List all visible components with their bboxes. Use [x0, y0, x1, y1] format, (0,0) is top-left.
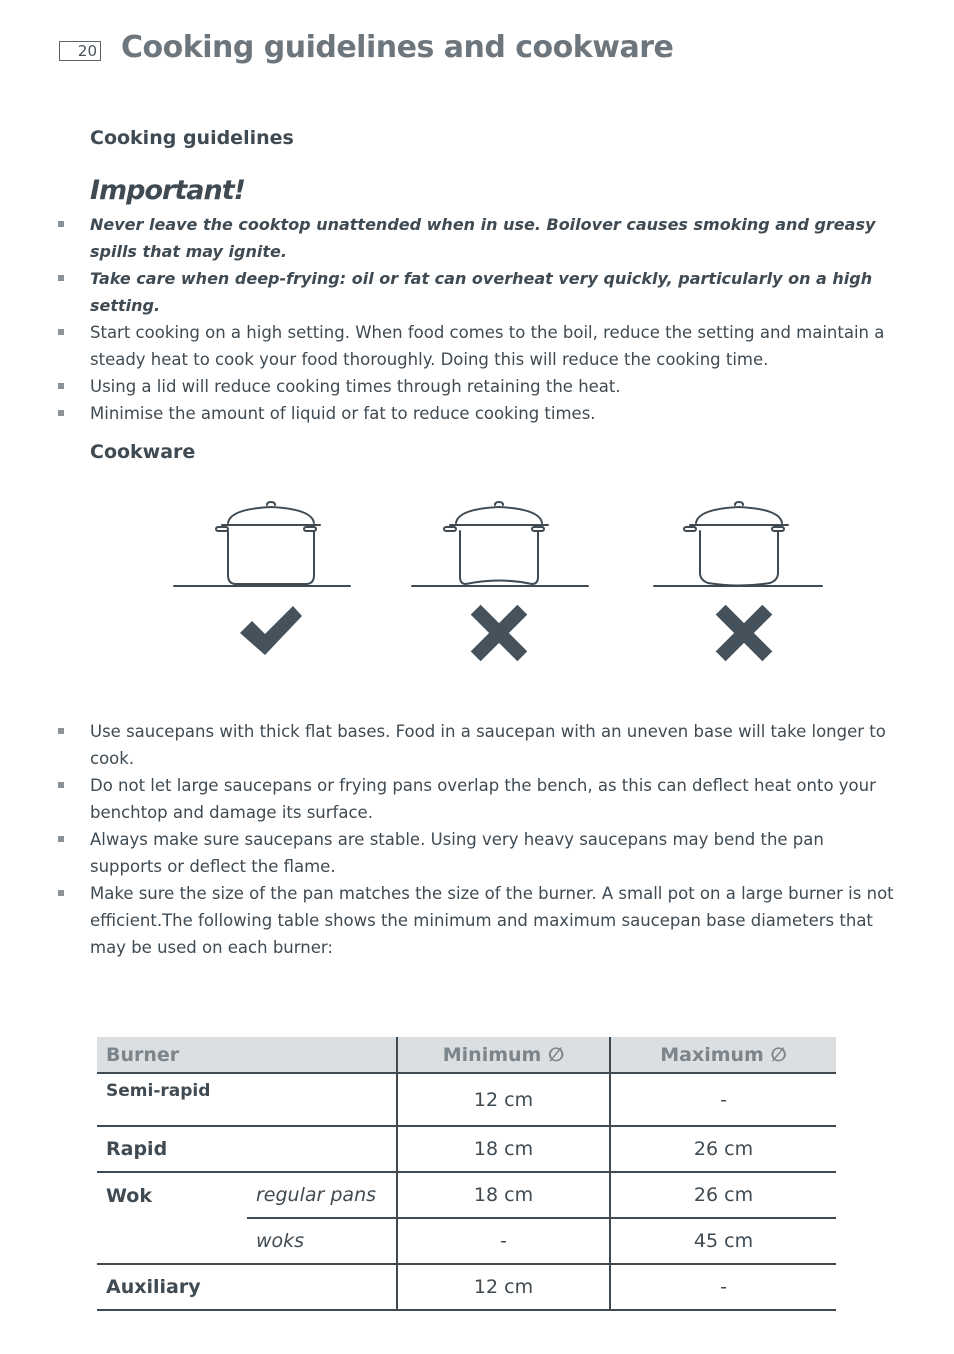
table-row: [97, 1264, 836, 1310]
convex-base-pan-icon: [654, 502, 822, 586]
list-item: Always make sure saucepans are stable. Using very heavy saucepans may bend the pan supports or deflect the flame.: [0, 826, 954, 880]
table-row: [97, 1126, 836, 1172]
burner-name: Wok: [106, 1184, 152, 1207]
maximum-value: 45 cm: [610, 1218, 836, 1264]
cookware-illustration: [160, 495, 840, 670]
minimum-value: 18 cm: [397, 1126, 610, 1172]
header-maximum: Maximum ∅: [610, 1037, 836, 1073]
minimum-value: 12 cm: [397, 1073, 610, 1126]
bullet-square-icon: [58, 221, 64, 227]
table-header-row: [97, 1037, 836, 1073]
minimum-value: -: [397, 1218, 610, 1264]
minimum-value: 12 cm: [397, 1264, 610, 1310]
maximum-value: 26 cm: [610, 1126, 836, 1172]
check-icon: [240, 606, 302, 655]
page-number: 20: [59, 41, 101, 61]
empty-cell: [97, 1218, 247, 1264]
page-title: Cooking guidelines and cookware: [121, 30, 674, 65]
maximum-value: 26 cm: [610, 1172, 836, 1218]
burner-name: Auxiliary: [97, 1264, 397, 1310]
bullet-square-icon: [58, 890, 64, 896]
burner-subtype: woks: [247, 1218, 397, 1264]
bullet-square-icon: [58, 836, 64, 842]
list-item: Use saucepans with thick flat bases. Food in a saucepan with an uneven base will take longer to cook.: [0, 718, 954, 772]
bullet-square-icon: [58, 410, 64, 416]
table-row: [97, 1172, 836, 1218]
cross-icon: [452, 586, 545, 670]
list-item: Take care when deep-frying: oil or fat can overheat very quickly, particularly on a high setting.: [0, 265, 954, 319]
table-row: [97, 1218, 836, 1264]
minimum-value: 18 cm: [397, 1172, 610, 1218]
section-heading-cooking-guidelines: Cooking guidelines: [90, 127, 294, 149]
list-item: Start cooking on a high setting. When food comes to the boil, reduce the setting and maintain a steady heat to cook your food thoroughly. Doing this will reduce the cooking time.: [0, 319, 954, 373]
list-item: Never leave the cooktop unattended when in use. Boilover causes smoking and greasy spills that may ignite.: [0, 211, 954, 265]
list-item: Make sure the size of the pan matches the size of the burner. A small pot on a large burner is not efficient.The following table shows the minimum and maximum saucepan base diameters that may be used on each burner:: [0, 880, 954, 961]
table-row: [97, 1073, 836, 1126]
burner-name: Rapid: [97, 1126, 397, 1172]
header-burner: Burner: [97, 1037, 397, 1073]
header-minimum: Minimum ∅: [397, 1037, 610, 1073]
list-item: Using a lid will reduce cooking times through retaining the heat.: [0, 373, 954, 400]
list-item: Do not let large saucepans or frying pans overlap the bench, as this can deflect heat onto your benchtop and damage its surface.: [0, 772, 954, 826]
list-item: Minimise the amount of liquid or fat to reduce cooking times.: [0, 400, 954, 427]
cookware-list: [0, 718, 954, 961]
maximum-value: -: [610, 1264, 836, 1310]
important-heading: Important!: [90, 175, 245, 206]
guidelines-list: [0, 211, 954, 427]
bullet-square-icon: [58, 329, 64, 335]
bullet-square-icon: [58, 728, 64, 734]
section-heading-cookware: Cookware: [90, 441, 196, 463]
burner-name: Semi-rapid: [97, 1073, 397, 1126]
burner-size-table: [97, 1037, 836, 1311]
bullet-square-icon: [58, 782, 64, 788]
concave-base-pan-icon: [412, 502, 588, 586]
cross-icon: [697, 586, 790, 670]
burner-subtype: regular pans: [247, 1172, 397, 1218]
maximum-value: -: [610, 1073, 836, 1126]
flat-base-pan-icon: [174, 502, 350, 586]
bullet-square-icon: [58, 383, 64, 389]
bullet-square-icon: [58, 275, 64, 281]
